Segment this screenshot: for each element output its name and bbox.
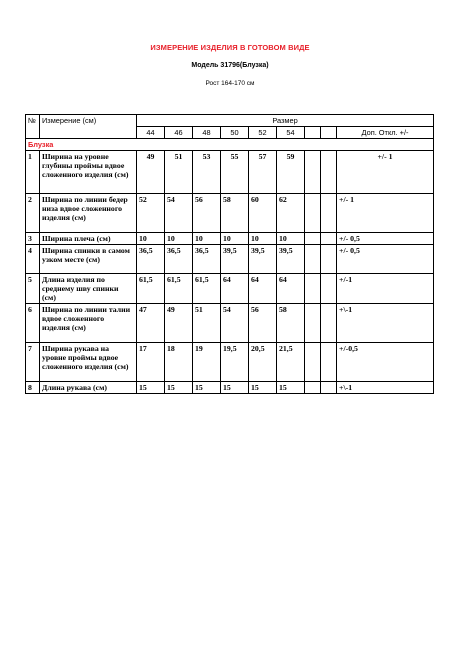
table-row bbox=[26, 151, 434, 194]
size-value: 36,5 bbox=[137, 245, 165, 274]
size-header: 54 bbox=[277, 127, 305, 139]
height-label: Рост 164-170 см bbox=[205, 80, 255, 87]
size-value: 61,5 bbox=[165, 274, 193, 304]
table-row bbox=[26, 382, 434, 394]
size-value: 10 bbox=[137, 233, 165, 245]
empty-cell bbox=[321, 343, 337, 382]
tolerance-value: +/- 1 bbox=[337, 194, 434, 233]
size-value: 19,5 bbox=[221, 343, 249, 382]
row-number: 7 bbox=[26, 343, 40, 382]
size-header: 50 bbox=[221, 127, 249, 139]
empty-cell bbox=[321, 245, 337, 274]
measurement-name: Ширина рукава на уровне проймы вдвое сложенного изделия (см) bbox=[40, 343, 137, 382]
empty-cell bbox=[305, 245, 321, 274]
size-value: 54 bbox=[221, 304, 249, 343]
table-row bbox=[26, 343, 434, 382]
size-value: 54 bbox=[165, 194, 193, 233]
size-value: 36,5 bbox=[193, 245, 221, 274]
col-tolerance-header: Доп. Откл. +/- bbox=[337, 127, 434, 139]
measurement-name: Ширина на уровне глубины проймы вдвое сложенного изделия (см) bbox=[40, 151, 137, 194]
empty-cell bbox=[321, 304, 337, 343]
measurement-table bbox=[25, 114, 434, 394]
size-header: 46 bbox=[165, 127, 193, 139]
empty-header-cell bbox=[305, 127, 321, 139]
row-number: 2 bbox=[26, 194, 40, 233]
size-value: 51 bbox=[165, 151, 193, 194]
size-value: 56 bbox=[249, 304, 277, 343]
size-value: 64 bbox=[221, 274, 249, 304]
size-value: 10 bbox=[249, 233, 277, 245]
size-value: 10 bbox=[193, 233, 221, 245]
empty-cell bbox=[305, 151, 321, 194]
size-value: 62 bbox=[277, 194, 305, 233]
size-value: 15 bbox=[221, 382, 249, 394]
size-value: 59 bbox=[277, 151, 305, 194]
size-value: 53 bbox=[193, 151, 221, 194]
size-value: 39,5 bbox=[277, 245, 305, 274]
measurement-name: Ширина по линии талии вдвое сложенного изделия (см) bbox=[40, 304, 137, 343]
row-number: 8 bbox=[26, 382, 40, 394]
measurement-name: Длина рукава (см) bbox=[40, 382, 137, 394]
empty-cell bbox=[305, 233, 321, 245]
size-value: 56 bbox=[193, 194, 221, 233]
section-row bbox=[26, 139, 434, 151]
size-header: 52 bbox=[249, 127, 277, 139]
empty-cell bbox=[305, 274, 321, 304]
col-size-header: Размер bbox=[137, 115, 434, 127]
row-number: 1 bbox=[26, 151, 40, 194]
size-value: 10 bbox=[165, 233, 193, 245]
tolerance-value: +/- 1 bbox=[337, 151, 434, 194]
row-number: 6 bbox=[26, 304, 40, 343]
size-value: 39,5 bbox=[249, 245, 277, 274]
tolerance-value: +\-1 bbox=[337, 304, 434, 343]
row-number: 5 bbox=[26, 274, 40, 304]
empty-cell bbox=[305, 194, 321, 233]
table-row bbox=[26, 304, 434, 343]
size-value: 51 bbox=[193, 304, 221, 343]
measurement-name: Ширина по линии бедер низа вдвое сложенного изделия (см) bbox=[40, 194, 137, 233]
col-no-header: № bbox=[26, 115, 40, 139]
col-measure-header: Измерение (см) bbox=[40, 115, 137, 139]
size-value: 52 bbox=[137, 194, 165, 233]
size-value: 17 bbox=[137, 343, 165, 382]
measurement-name: Ширина плеча (см) bbox=[40, 233, 137, 245]
size-value: 49 bbox=[165, 304, 193, 343]
empty-cell bbox=[321, 274, 337, 304]
size-value: 55 bbox=[221, 151, 249, 194]
size-value: 20,5 bbox=[249, 343, 277, 382]
size-value: 61,5 bbox=[137, 274, 165, 304]
size-value: 64 bbox=[277, 274, 305, 304]
size-value: 10 bbox=[277, 233, 305, 245]
measurement-name: Ширина спинки в самом узком месте (см) bbox=[40, 245, 137, 274]
table-row bbox=[26, 233, 434, 245]
size-value: 21,5 bbox=[277, 343, 305, 382]
model-label: Модель 31796(Блузка) bbox=[191, 62, 269, 69]
empty-cell bbox=[305, 343, 321, 382]
empty-cell bbox=[321, 233, 337, 245]
measurement-name: Длина изделия по среднему шву спинки (см) bbox=[40, 274, 137, 304]
size-value: 39,5 bbox=[221, 245, 249, 274]
empty-cell bbox=[321, 194, 337, 233]
size-header: 44 bbox=[137, 127, 165, 139]
empty-cell bbox=[305, 304, 321, 343]
tolerance-value: +/-0,5 bbox=[337, 343, 434, 382]
document-title: ИЗМЕРЕНИЕ ИЗДЕЛИЯ В ГОТОВОМ ВИДЕ bbox=[150, 43, 310, 52]
section-label: Блузка bbox=[26, 139, 434, 151]
size-value: 36,5 bbox=[165, 245, 193, 274]
tolerance-value: +/- 0,5 bbox=[337, 233, 434, 245]
size-value: 64 bbox=[249, 274, 277, 304]
size-value: 15 bbox=[249, 382, 277, 394]
table-row bbox=[26, 245, 434, 274]
tolerance-value: +\-1 bbox=[337, 382, 434, 394]
row-number: 3 bbox=[26, 233, 40, 245]
size-value: 15 bbox=[165, 382, 193, 394]
size-header: 48 bbox=[193, 127, 221, 139]
size-value: 19 bbox=[193, 343, 221, 382]
size-value: 60 bbox=[249, 194, 277, 233]
row-number: 4 bbox=[26, 245, 40, 274]
size-value: 15 bbox=[277, 382, 305, 394]
empty-header-cell bbox=[321, 127, 337, 139]
size-value: 49 bbox=[137, 151, 165, 194]
empty-cell bbox=[321, 382, 337, 394]
size-value: 15 bbox=[193, 382, 221, 394]
size-value: 18 bbox=[165, 343, 193, 382]
size-value: 15 bbox=[137, 382, 165, 394]
tolerance-value: +/- 0,5 bbox=[337, 245, 434, 274]
size-value: 58 bbox=[277, 304, 305, 343]
size-value: 61,5 bbox=[193, 274, 221, 304]
empty-cell bbox=[305, 382, 321, 394]
size-value: 57 bbox=[249, 151, 277, 194]
size-value: 58 bbox=[221, 194, 249, 233]
table-row bbox=[26, 194, 434, 233]
table-row bbox=[26, 274, 434, 304]
size-value: 47 bbox=[137, 304, 165, 343]
size-value: 10 bbox=[221, 233, 249, 245]
table-header-row bbox=[26, 115, 434, 127]
tolerance-value: +/-1 bbox=[337, 274, 434, 304]
empty-cell bbox=[321, 151, 337, 194]
